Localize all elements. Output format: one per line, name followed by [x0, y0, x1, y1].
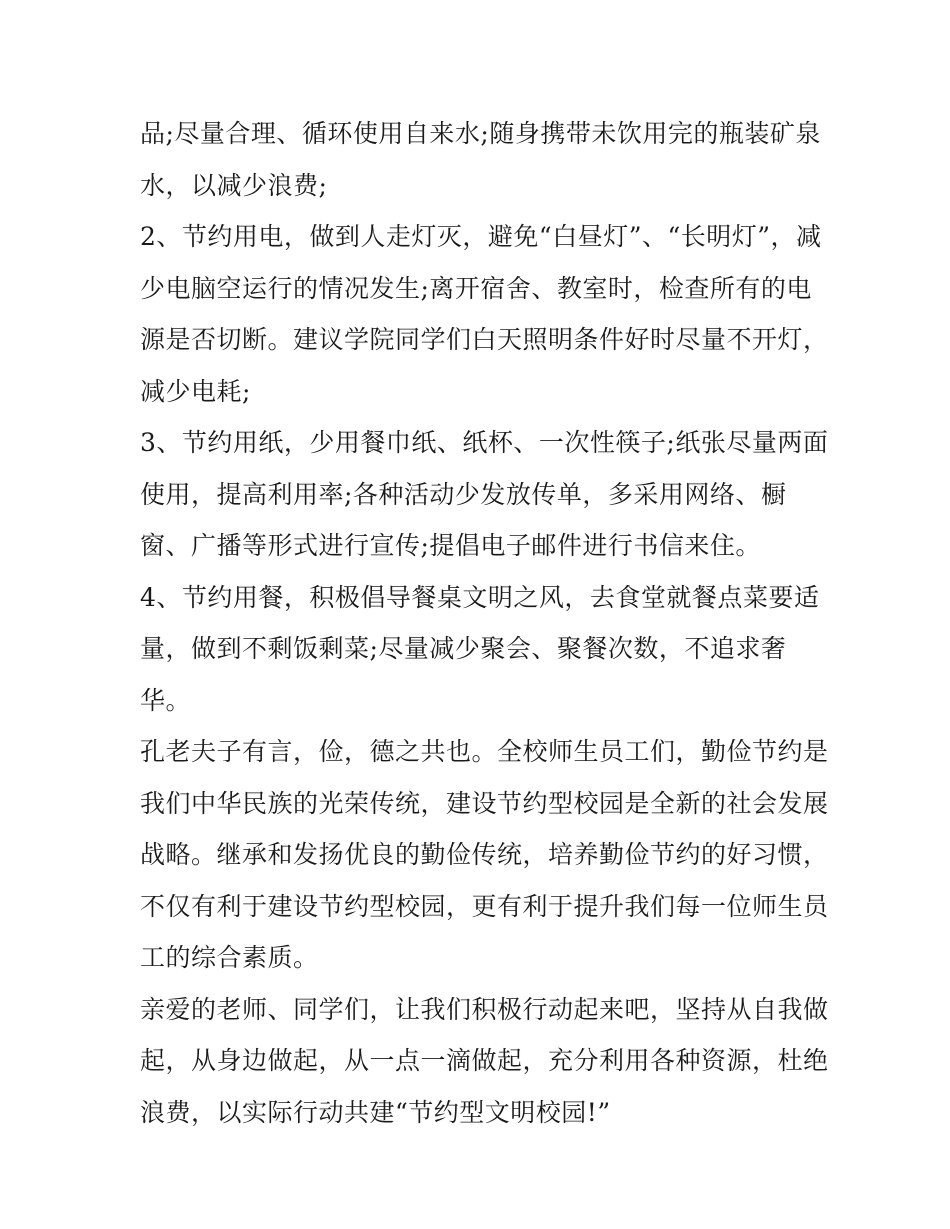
- text-line: 起，从身边做起，从一点一滴做起，充分利用各种资源，杜绝: [140, 1046, 829, 1075]
- text-line: 4、节约用餐，积极倡导餐桌文明之风，去食堂就餐点菜要适: [140, 582, 820, 612]
- text-line: 水，以减少浪费;: [140, 170, 328, 200]
- text-line: 华。: [140, 685, 192, 715]
- text-line: 窗、广播等形式进行宣传;提倡电子邮件进行书信来住。: [140, 531, 761, 560]
- text-line: 量，做到不剩饭剩菜;尽量减少聚会、聚餐次数，不追求奢: [140, 634, 787, 663]
- text-line: 少电脑空运行的情况发生;离开宿舍、教室时，检查所有的电: [140, 273, 812, 303]
- document-body: [140, 108, 829, 1138]
- text-line: 源是否切断。建议学院同学们白天照明条件好时尽量不开灯，: [140, 325, 829, 354]
- text-line: 减少电耗;: [140, 376, 251, 406]
- text-line: 亲爱的老师、同学们，让我们积极行动起来吧，坚持从自我做: [140, 994, 829, 1024]
- text-line: 工的综合素质。: [140, 943, 319, 972]
- text-line: 3、节约用纸，少用餐巾纸、纸杯、一次性筷子;纸张尽量两面: [140, 428, 829, 457]
- text-line: 品;尽量合理、循环使用自来水;随身携带未饮用完的瓶装矿泉: [140, 119, 821, 148]
- text-line: 浪费，以实际行动共建“节约型文明校园!”: [140, 1097, 611, 1127]
- text-line: 2、节约用电，做到人走灯灭，避免“白昼灯”、“长明灯”，减: [140, 222, 822, 251]
- text-line: 战略。继承和发扬优良的勤俭传统，培养勤俭节约的好习惯，: [140, 840, 829, 869]
- text-line: 孔老夫子有言，俭，德之共也。全校师生员工们，勤俭节约是: [140, 737, 829, 766]
- text-line: 使用，提高利用率;各种活动少发放传单，多采用网络、橱: [140, 479, 787, 509]
- text-line: 我们中华民族的光荣传统，建设节约型校园是全新的社会发展: [140, 788, 829, 818]
- text-line: 不仅有利于建设节约型校园，更有利于提升我们每一位师生员: [140, 891, 829, 921]
